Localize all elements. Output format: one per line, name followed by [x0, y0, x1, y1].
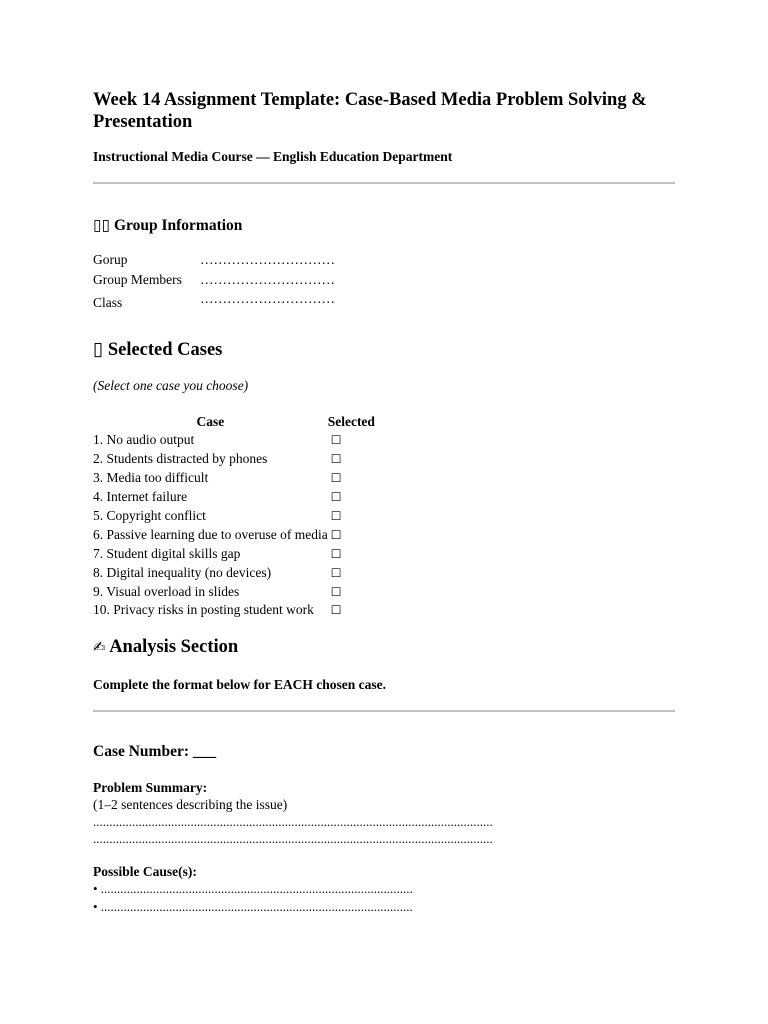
case-label: 4. Internet failure — [93, 489, 188, 505]
analysis-heading — [93, 637, 238, 658]
selected-cases-heading — [93, 339, 222, 361]
problem-summary-line[interactable]: ........................................................................................................................... — [93, 814, 493, 829]
group-info-table — [93, 252, 335, 315]
case-label: 10. Privacy risks in posting student work — [93, 602, 314, 618]
case-label: 9. Visual overload in slides — [93, 583, 240, 599]
case-label: 2. Students distracted by phones — [93, 451, 268, 467]
cases-table-header — [93, 413, 375, 431]
selection-note: (Select one case you choose) — [93, 378, 249, 393]
group-members-label: Group Members — [93, 271, 182, 287]
clipboard-icon: ▯ — [93, 339, 104, 360]
case-row — [93, 450, 375, 469]
group-value-field[interactable]: ………………………… — [200, 252, 335, 267]
cause-line[interactable]: • ................................................................................................ — [93, 881, 413, 896]
case-label: 3. Media too difficult — [93, 470, 209, 486]
case-row — [93, 488, 375, 507]
case-label: 7. Student digital skills gap — [93, 545, 241, 561]
case-label: 5. Copyright conflict — [93, 508, 206, 523]
selected-column-header: Selected — [327, 414, 375, 429]
case-checkbox[interactable]: ☐ — [330, 490, 342, 505]
case-row — [93, 525, 375, 544]
group-info-heading — [93, 216, 242, 235]
group-info-row — [93, 272, 335, 292]
problem-summary-hint: (1–2 sentences describing the issue) — [93, 797, 288, 812]
case-number-field[interactable]: Case Number: ___ — [93, 743, 217, 760]
case-checkbox[interactable]: ☐ — [330, 527, 342, 542]
case-checkbox[interactable]: ☐ — [330, 509, 342, 523]
problem-summary-line[interactable]: ........................................................................................................................... — [93, 831, 493, 846]
group-label: Gorup — [93, 252, 128, 267]
divider — [93, 182, 675, 184]
cases-table — [93, 413, 375, 620]
case-checkbox[interactable]: ☐ — [330, 433, 342, 448]
case-label: 8. Digital inequality (no devices) — [93, 564, 272, 580]
case-row — [93, 431, 375, 450]
class-value-field[interactable]: ………………………… — [200, 291, 335, 306]
group-members-value-field[interactable]: ………………………… — [200, 271, 335, 287]
selected-cases-heading-text: Selected Cases — [107, 340, 223, 360]
group-info-heading-text: Group Information — [113, 217, 243, 234]
case-row — [93, 507, 375, 526]
case-row — [93, 544, 375, 563]
problem-summary-label: Problem Summary: — [93, 780, 208, 795]
writing-hand-icon: ✍ — [93, 638, 106, 656]
analysis-instruction: Complete the format below for EACH chosen case. — [93, 677, 386, 692]
case-checkbox[interactable]: ☐ — [330, 452, 342, 467]
case-checkbox[interactable]: ☐ — [330, 603, 342, 618]
case-row — [93, 563, 375, 582]
cause-line[interactable]: • ................................................................................................ — [93, 899, 413, 914]
possible-causes-label: Possible Cause(s): — [93, 864, 197, 879]
case-checkbox[interactable]: ☐ — [330, 584, 342, 599]
case-label: 1. No audio output — [93, 432, 195, 448]
class-label: Class — [93, 295, 123, 310]
group-info-row — [93, 252, 335, 272]
case-row — [93, 601, 375, 620]
group-info-row — [93, 291, 335, 315]
case-column-header: Case — [196, 414, 225, 429]
case-checkbox[interactable]: ☐ — [330, 471, 342, 486]
people-icon: ▯▯ — [93, 216, 111, 234]
case-row — [93, 582, 375, 601]
case-row — [93, 469, 375, 488]
document-subtitle: Instructional Media Course — English Education Department — [93, 149, 453, 164]
analysis-heading-text: Analysis Section — [109, 637, 239, 657]
case-label: 6. Passive learning due to overuse of media — [93, 526, 328, 542]
document-title: Week 14 Assignment Template: Case-Based Media Problem Solving & Presentation — [93, 90, 647, 132]
case-checkbox[interactable]: ☐ — [330, 565, 342, 580]
case-checkbox[interactable]: ☐ — [330, 546, 342, 561]
divider — [93, 710, 675, 712]
